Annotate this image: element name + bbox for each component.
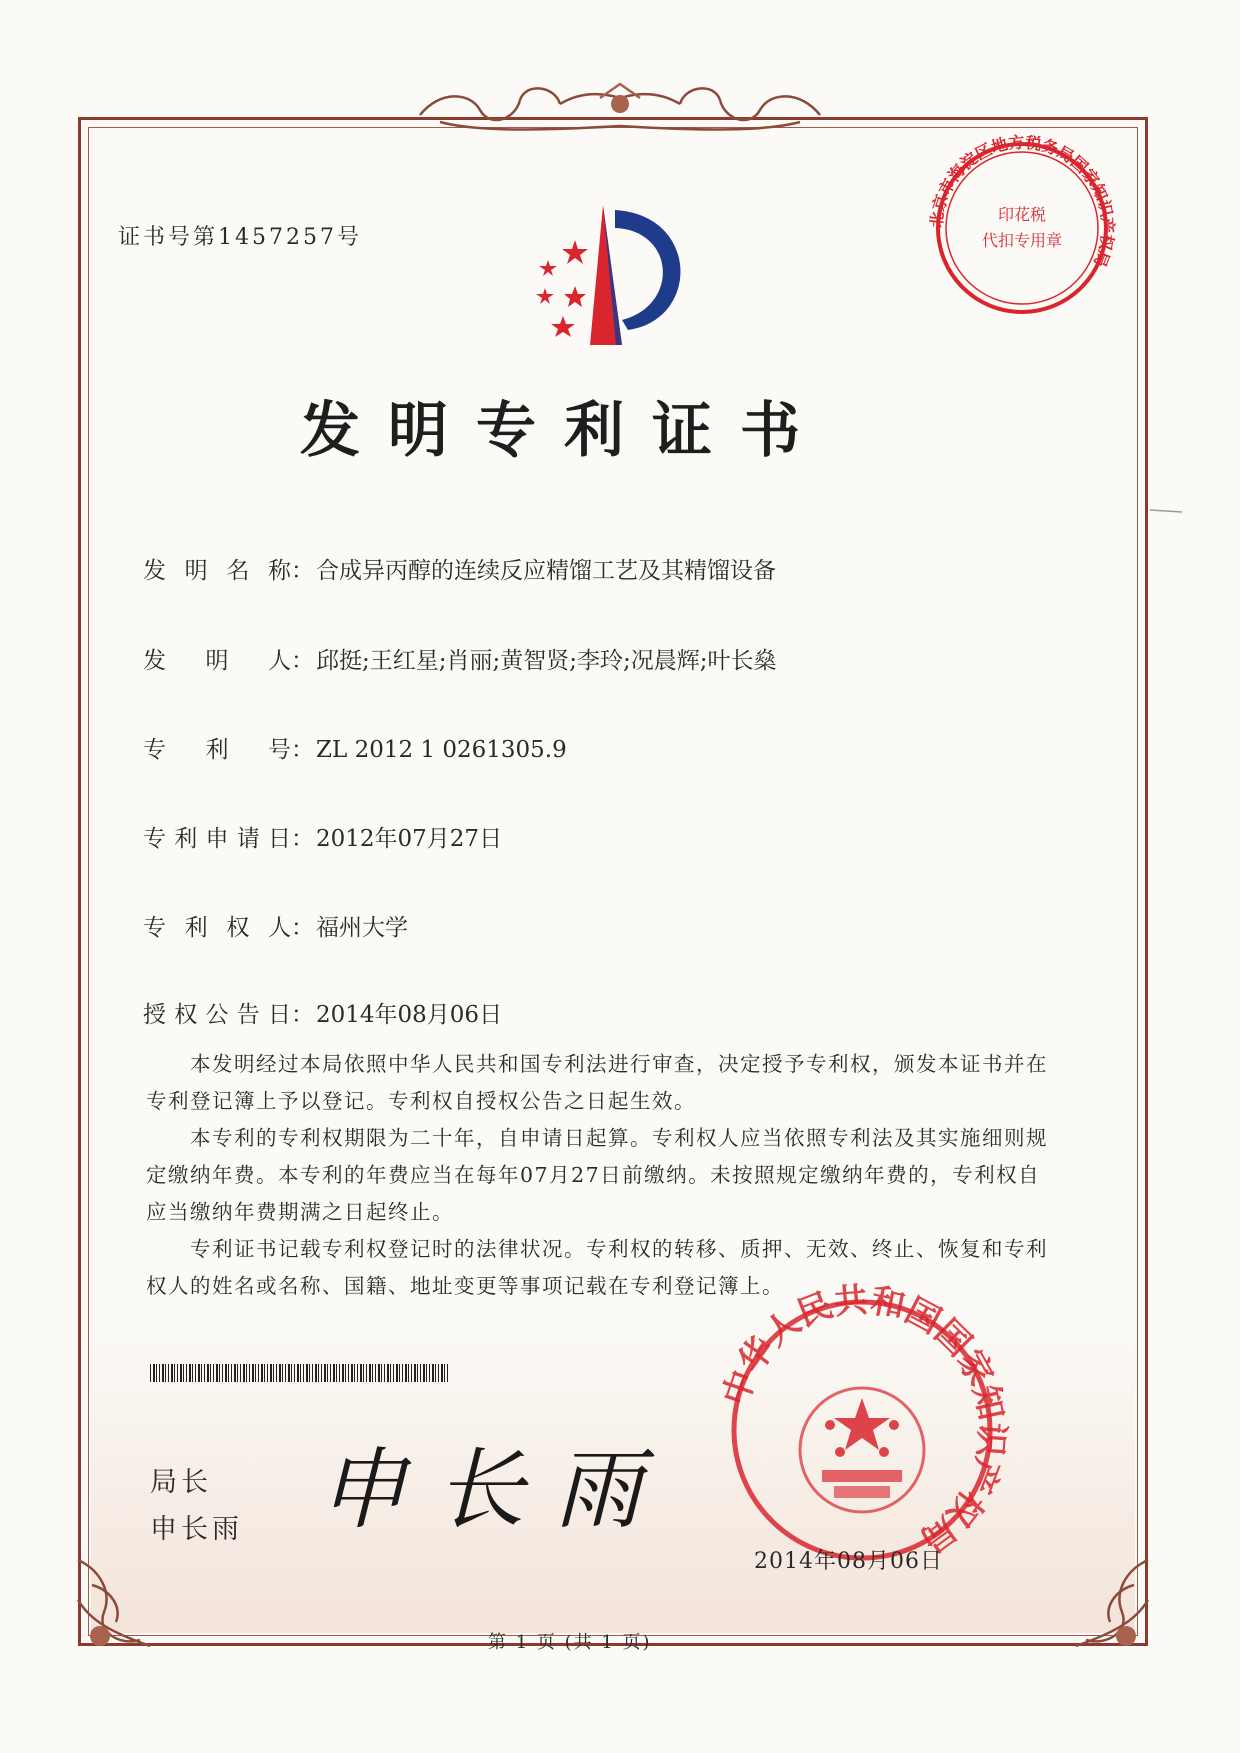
tax-seal [927,133,1118,312]
patent-office-emblem [536,205,680,345]
field-label: 专利申请日 [143,826,291,852]
tax-seal-center-2: 代扣专用章 [981,231,1063,250]
sign-date: 2014年08月06日 [754,1549,943,1574]
corner-ornament-bottom-left [78,1560,150,1646]
office-seal-ring-text: 中华人民共和国国家知识产权局 [715,1280,1012,1561]
certificate-title: 发明专利证书 [300,396,828,466]
field-value: 邱挺;王红星;肖丽;黄智贤;李玲;况晨辉;叶长燊 [316,648,777,674]
field-inventors: 发明人：邱挺;王红星;肖丽;黄智贤;李玲;况晨辉;叶长燊 [143,642,777,675]
field-application-date: 专利申请日：2012年07月27日 [143,820,502,853]
field-value: 合成异丙醇的连续反应精馏工艺及其精馏设备 [316,558,776,584]
body-paragraph-3: 专利证书记载专利权登记时的法律状况。专利权的转移、质押、无效、终止、恢复和专利权人的姓名或名称、国籍、地址变更等事项记载在专利登记簿上。 [146,1237,1048,1298]
signatory-name: 申长雨 [150,1514,243,1545]
field-value: 2012年07月27日 [316,826,503,852]
field-label: 专利权人 [143,915,291,941]
field-invention-name: 发明名称：合成异丙醇的连续反应精馏工艺及其精馏设备 [143,552,776,585]
tax-seal-center-1: 印花税 [997,205,1047,224]
barcode [150,1364,450,1382]
office-seal [716,1280,1012,1560]
field-label: 发明人 [143,648,291,674]
body-paragraph-2: 本专利的专利权期限为二十年，自申请日起算。专利权人应当依照专利法及其实施细则规定缴纳年费。本专利的年费应当在每年07月27日前缴纳。未按照规定缴纳年费的，专利权自应当缴纳年费期满之日起终止。 [146,1126,1048,1224]
field-label: 授权公告日 [143,1002,291,1028]
field-grant-date: 授权公告日：2014年08月06日 [143,996,502,1029]
margin-mark [1150,510,1182,512]
tax-seal-ring-text: 北京市海淀区地方税务局国家知识产权局 [926,132,1118,270]
corner-ornament-bottom-right [1076,1560,1148,1646]
field-value: ZL 2012 1 0261305.9 [316,737,567,763]
certificate-number: 证书号第1457257号 [118,225,362,250]
handwritten-signature: 申长雨 [318,1438,673,1541]
field-label: 发明名称 [143,558,291,584]
field-value: 福州大学 [316,915,408,941]
seal-star-icon [825,1398,899,1457]
field-value: 2014年08月06日 [316,1002,503,1028]
field-patentee: 专利权人：福州大学 [143,909,408,942]
page-number: 第 1 页 (共 1 页) [488,1632,652,1653]
field-label: 专利号 [143,737,291,763]
top-ornament [420,84,820,129]
body-paragraph-1: 本发明经过本局依照中华人民共和国专利法进行审查，决定授予专利权，颁发本证书并在专利登记簿上予以登记。专利权自授权公告之日起生效。 [146,1052,1048,1113]
signatory-title: 局长 [150,1467,212,1498]
field-patent-number: 专利号：ZL 2012 1 0261305.9 [143,731,567,764]
